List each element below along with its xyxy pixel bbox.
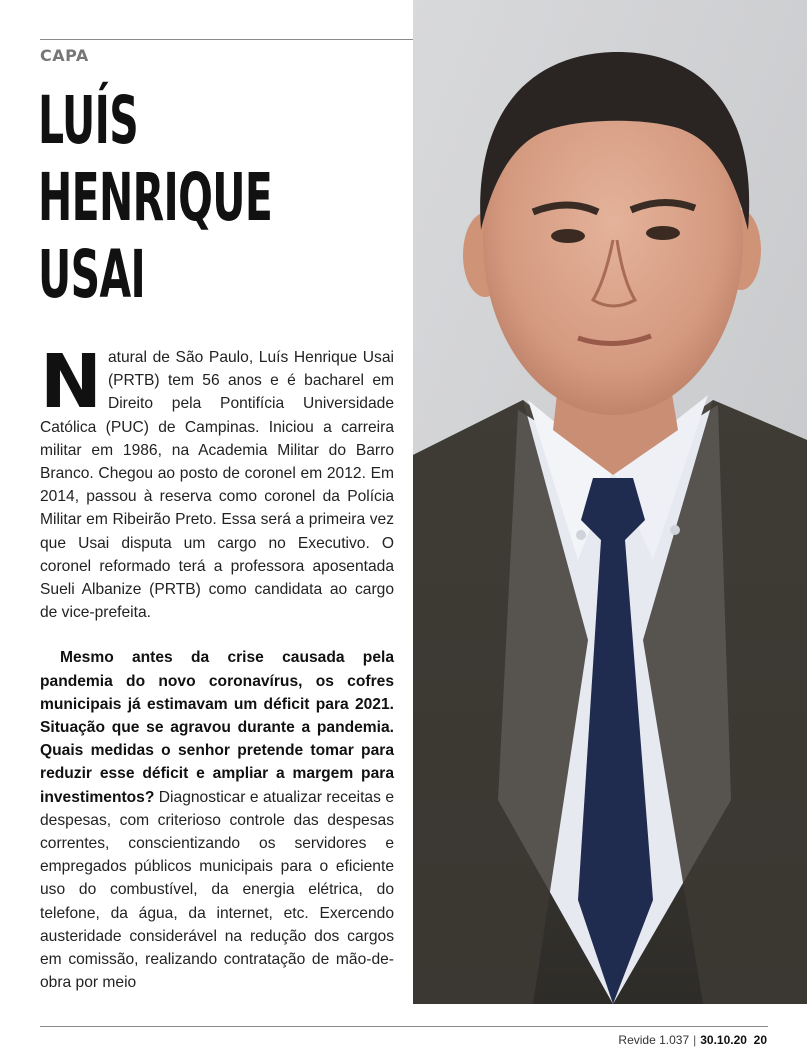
section-label: CAPA xyxy=(40,46,89,65)
headline-line-3: USAI xyxy=(38,236,146,313)
footer-separator: | xyxy=(693,1033,697,1047)
intro-paragraph xyxy=(40,339,394,624)
portrait-illustration xyxy=(413,0,807,1004)
drop-cap: N xyxy=(40,339,102,425)
bottom-divider xyxy=(40,1026,768,1027)
page-number: 20 xyxy=(753,1033,767,1047)
interview-question: Mesmo antes da crise causada pela pandemia do novo coronavírus, os cofres municipais já estimavam um déficit para 2021. Situação que se agravou durante a pandemia. Quais medidas o senhor pretende tomar para reduzir esse déficit e ampliar a margem para investimentos? xyxy=(40,649,394,806)
issue-date: 30.10.20 xyxy=(700,1033,747,1047)
interview-answer: Diagnosticar e atualizar receitas e despesas, com criterioso controle das despesas correntes, conscientizando os servidores e empregados públicos municipais para o eficiente uso do combustível, da energia elétrica, do telefone, da água, da internet, etc. Exercendo austeridade considerável na redução dos cargos em comissão, realizando contratação de mão-de-obra por meio xyxy=(40,788,394,992)
qa-paragraph xyxy=(40,646,394,994)
article-body xyxy=(40,339,394,994)
page-footer xyxy=(618,1033,767,1047)
headline-line-1: LUÍS xyxy=(38,82,139,159)
publication-name: Revide 1.037 xyxy=(618,1033,690,1047)
portrait-photo xyxy=(413,0,807,1004)
top-divider xyxy=(40,39,413,40)
headline xyxy=(38,82,410,313)
intro-text: atural de São Paulo, Luís Henrique Usai (PRTB) tem 56 anos e é bacharel em Direito pela Pontifícia Universidade Católica (PUC) de Campinas. Iniciou a carreira militar em 1986, na Academia Militar do Barro Branco. Chegou ao posto de coronel em 2012. Em 2014, passou à reserva como coronel da Polícia Militar em Ribeirão Preto. Essa será a primeira vez que Usai disputa um cargo no Executivo. O coronel reformado terá a professora aposentada Sueli Albanize (PRTB) como candidata ao cargo de vice-prefeita. xyxy=(40,349,394,622)
headline-line-2: HENRIQUE xyxy=(38,159,273,236)
